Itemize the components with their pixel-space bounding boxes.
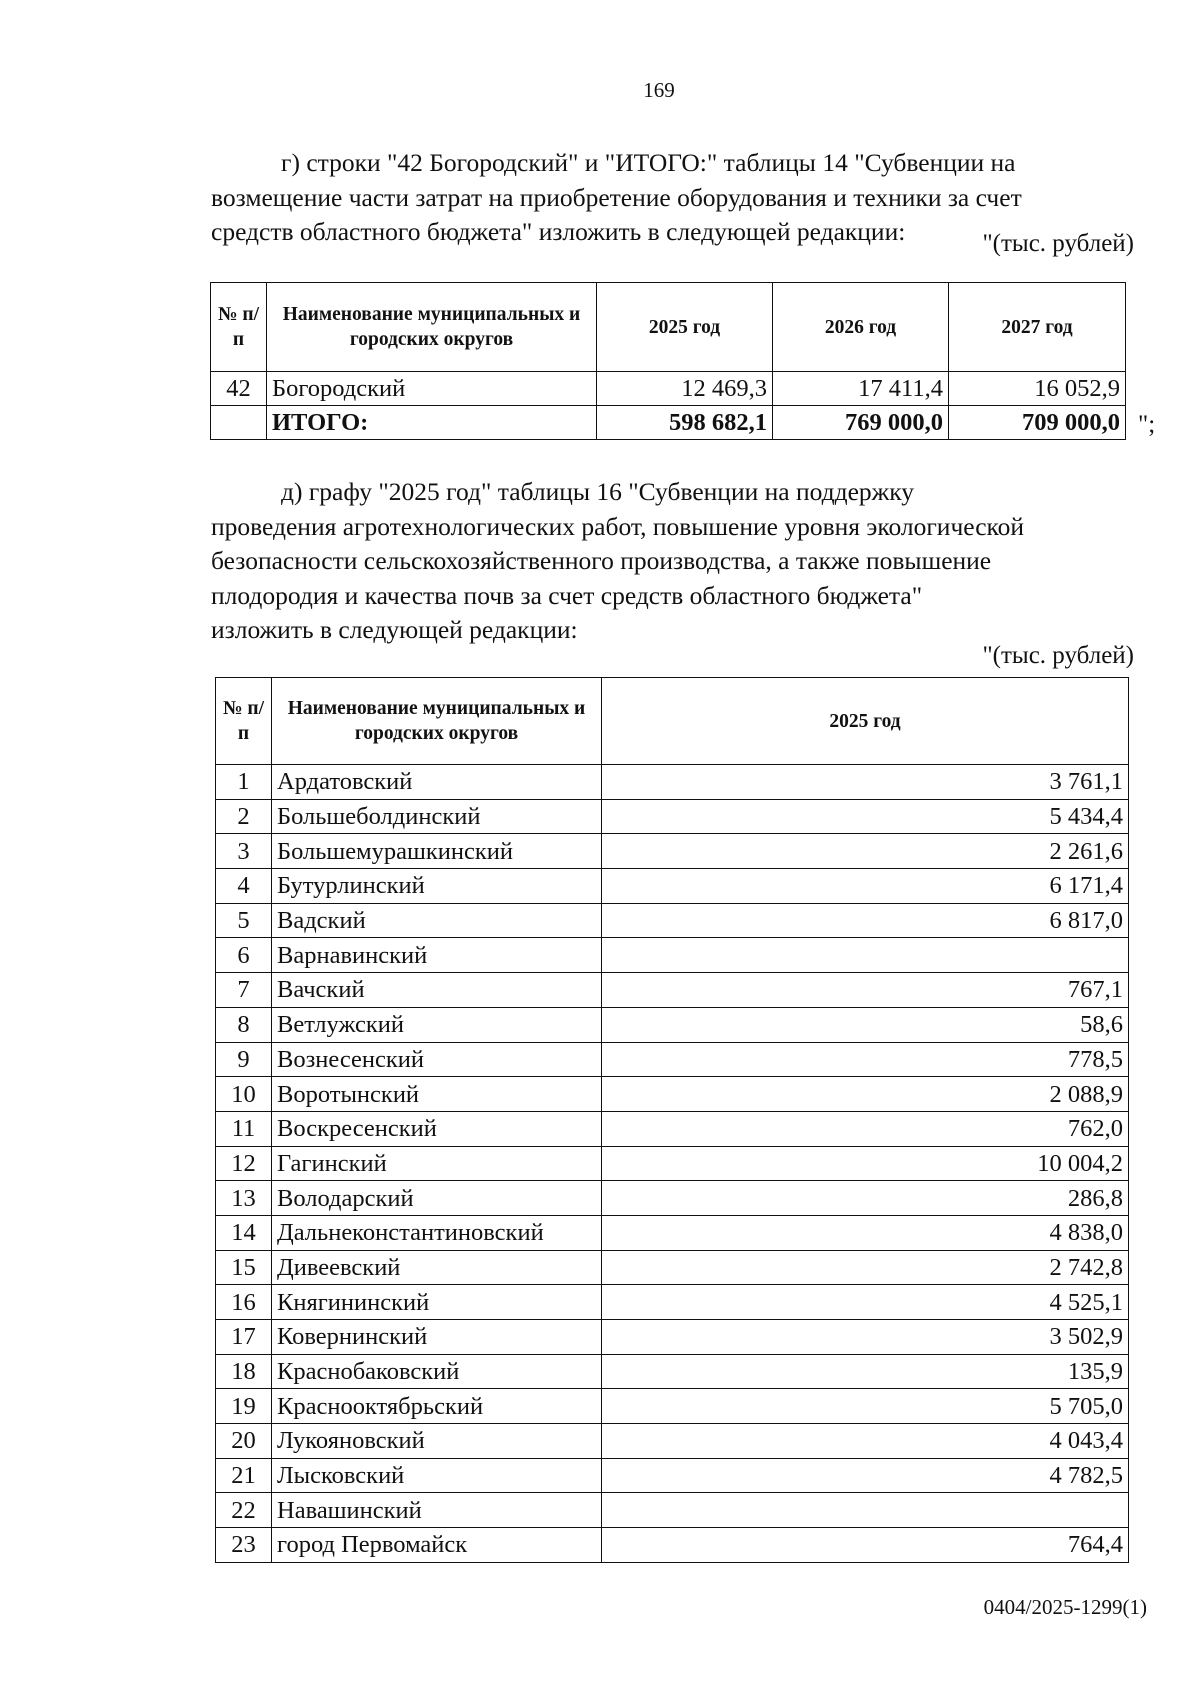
table-row (216, 1077, 1129, 1112)
table-row (216, 1354, 1129, 1389)
cell-2025: 2 261,6 (602, 834, 1129, 869)
cell-name: Ветлужский (272, 1007, 602, 1042)
cell-num: 5 (216, 903, 272, 938)
table-row (216, 1181, 1129, 1216)
cell-name: Дальнеконстантиновский (272, 1215, 602, 1250)
table-row (211, 372, 1126, 406)
cell-num: 14 (216, 1215, 272, 1250)
cell-name: Ардатовский (272, 765, 602, 800)
table-row (216, 1007, 1129, 1042)
table-row (216, 1111, 1129, 1146)
unit-label: "(тыс. рублей) (982, 230, 1134, 257)
table-row (216, 869, 1129, 904)
page-number: 169 (643, 78, 675, 102)
table-row (216, 1320, 1129, 1355)
cell-name: Вачский (272, 973, 602, 1008)
cell-2025: 4 782,5 (602, 1458, 1129, 1493)
cell-2025: 12 469,3 (597, 372, 773, 406)
cell-num: 15 (216, 1250, 272, 1285)
cell-num: 10 (216, 1077, 272, 1112)
table-row (216, 1285, 1129, 1320)
cell-2025: 58,6 (602, 1007, 1129, 1042)
cell-name: Воскресенский (272, 1111, 602, 1146)
table-row (216, 1389, 1129, 1424)
cell-num: 17 (216, 1320, 272, 1355)
cell-num: 16 (216, 1285, 272, 1320)
table-row (216, 1042, 1129, 1077)
cell-2025: 762,0 (602, 1111, 1129, 1146)
cell-name: Большеболдинский (272, 799, 602, 834)
unit-label: "(тыс. рублей) (982, 642, 1134, 669)
paragraph-line: средств областного бюджета" изложить в следующей редакции: (211, 217, 906, 246)
cell-2025: 764,4 (602, 1528, 1129, 1563)
cell-name: город Первомайск (272, 1528, 602, 1563)
cell-num: 7 (216, 973, 272, 1008)
cell-num: 9 (216, 1042, 272, 1077)
cell-2025 (602, 938, 1129, 973)
header-2027: 2027 год (949, 283, 1126, 372)
cell-name: Богородский (267, 372, 597, 406)
table-row (216, 973, 1129, 1008)
cell-num: 6 (216, 938, 272, 973)
cell-name: Ковернинский (272, 1320, 602, 1355)
cell-2025: 778,5 (602, 1042, 1129, 1077)
cell-name: Гагинский (272, 1146, 602, 1181)
cell-2025: 2 088,9 (602, 1077, 1129, 1112)
header-num: № п/п (216, 678, 272, 765)
cell-name: ИТОГО: (267, 406, 597, 440)
table-row (216, 799, 1129, 834)
cell-2025: 6 817,0 (602, 903, 1129, 938)
table-row (216, 1458, 1129, 1493)
cell-2026: 769 000,0 (773, 406, 949, 440)
cell-2027: 16 052,9 (949, 372, 1126, 406)
cell-2025: 598 682,1 (597, 406, 773, 440)
cell-num: 22 (216, 1493, 272, 1528)
cell-2025: 286,8 (602, 1181, 1129, 1216)
cell-name: Дивеевский (272, 1250, 602, 1285)
paragraph-line: возмещение части затрат на приобретение оборудования и техники за счет (211, 182, 1022, 212)
table-row (216, 1146, 1129, 1181)
cell-num: 1 (216, 765, 272, 800)
cell-2025: 4 043,4 (602, 1424, 1129, 1459)
table-row (216, 1250, 1129, 1285)
cell-2025 (602, 1493, 1129, 1528)
cell-2025: 6 171,4 (602, 869, 1129, 904)
cell-2025: 5 434,4 (602, 799, 1129, 834)
cell-num: 18 (216, 1354, 272, 1389)
cell-2025: 10 004,2 (602, 1146, 1129, 1181)
cell-num: 12 (216, 1146, 272, 1181)
cell-name: Навашинский (272, 1493, 602, 1528)
cell-num: 3 (216, 834, 272, 869)
cell-name: Вадский (272, 903, 602, 938)
header-2025: 2025 год (602, 678, 1129, 765)
cell-name: Краснооктябрьский (272, 1389, 602, 1424)
paragraph-line: д) графу "2025 год" таблицы 16 "Субвенции на поддержку (281, 477, 915, 506)
table-row (216, 938, 1129, 973)
cell-name: Володарский (272, 1181, 602, 1216)
cell-2025: 4 525,1 (602, 1285, 1129, 1320)
cell-name: Варнавинский (272, 938, 602, 973)
table-row-total (211, 406, 1126, 440)
cell-2025: 4 838,0 (602, 1215, 1129, 1250)
table-row (216, 1215, 1129, 1250)
table-row (216, 1528, 1129, 1563)
header-name: Наименование муниципальных и городских округов (267, 283, 597, 372)
document-code: 0404/2025-1299(1) (983, 1595, 1147, 1619)
table-row (216, 1493, 1129, 1528)
cell-2025: 767,1 (602, 973, 1129, 1008)
cell-num: 4 (216, 869, 272, 904)
cell-2025: 2 742,8 (602, 1250, 1129, 1285)
cell-2025: 3 502,9 (602, 1320, 1129, 1355)
table-14-excerpt (210, 282, 1126, 440)
header-2025: 2025 год (597, 283, 773, 372)
table-row (216, 903, 1129, 938)
cell-num: 2 (216, 799, 272, 834)
cell-name: Княгининский (272, 1285, 602, 1320)
table-row (216, 1424, 1129, 1459)
cell-2025: 135,9 (602, 1354, 1129, 1389)
cell-name: Краснобаковский (272, 1354, 602, 1389)
table-row (216, 765, 1129, 800)
cell-num: 19 (216, 1389, 272, 1424)
paragraph-line: г) строки "42 Богородский" и "ИТОГО:" таблицы 14 "Субвенции на (281, 148, 1016, 177)
cell-2025: 3 761,1 (602, 765, 1129, 800)
cell-2026: 17 411,4 (773, 372, 949, 406)
table-row (216, 834, 1129, 869)
cell-name: Воротынский (272, 1077, 602, 1112)
paragraph-line: плодородия и качества почв за счет средств областного бюджета" (211, 580, 923, 610)
header-name: Наименование муниципальных и городских округов (272, 678, 602, 765)
paragraph-line: изложить в следующей редакции: (211, 615, 578, 644)
cell-num: 8 (216, 1007, 272, 1042)
cell-num (211, 406, 267, 440)
cell-name: Вознесенский (272, 1042, 602, 1077)
cell-num: 20 (216, 1424, 272, 1459)
cell-2025: 5 705,0 (602, 1389, 1129, 1424)
cell-name: Большемурашкинский (272, 834, 602, 869)
cell-num: 42 (211, 372, 267, 406)
paragraph-line: безопасности сельскохозяйственного производства, а также повышение (211, 546, 992, 575)
cell-num: 13 (216, 1181, 272, 1216)
cell-name: Лукояновский (272, 1424, 602, 1459)
paragraph-line: проведения агротехнологических работ, повышение уровня экологической (211, 511, 1025, 541)
table-16 (215, 677, 1129, 1563)
cell-num: 23 (216, 1528, 272, 1563)
header-2026: 2026 год (773, 283, 949, 372)
cell-num: 21 (216, 1458, 272, 1493)
closing-quote-mark: "; (1138, 411, 1156, 438)
cell-name: Лысковский (272, 1458, 602, 1493)
paragraph-d (211, 475, 1118, 648)
header-num: № п/п (211, 283, 267, 372)
cell-2027: 709 000,0 (949, 406, 1126, 440)
cell-num: 11 (216, 1111, 272, 1146)
cell-name: Бутурлинский (272, 869, 602, 904)
